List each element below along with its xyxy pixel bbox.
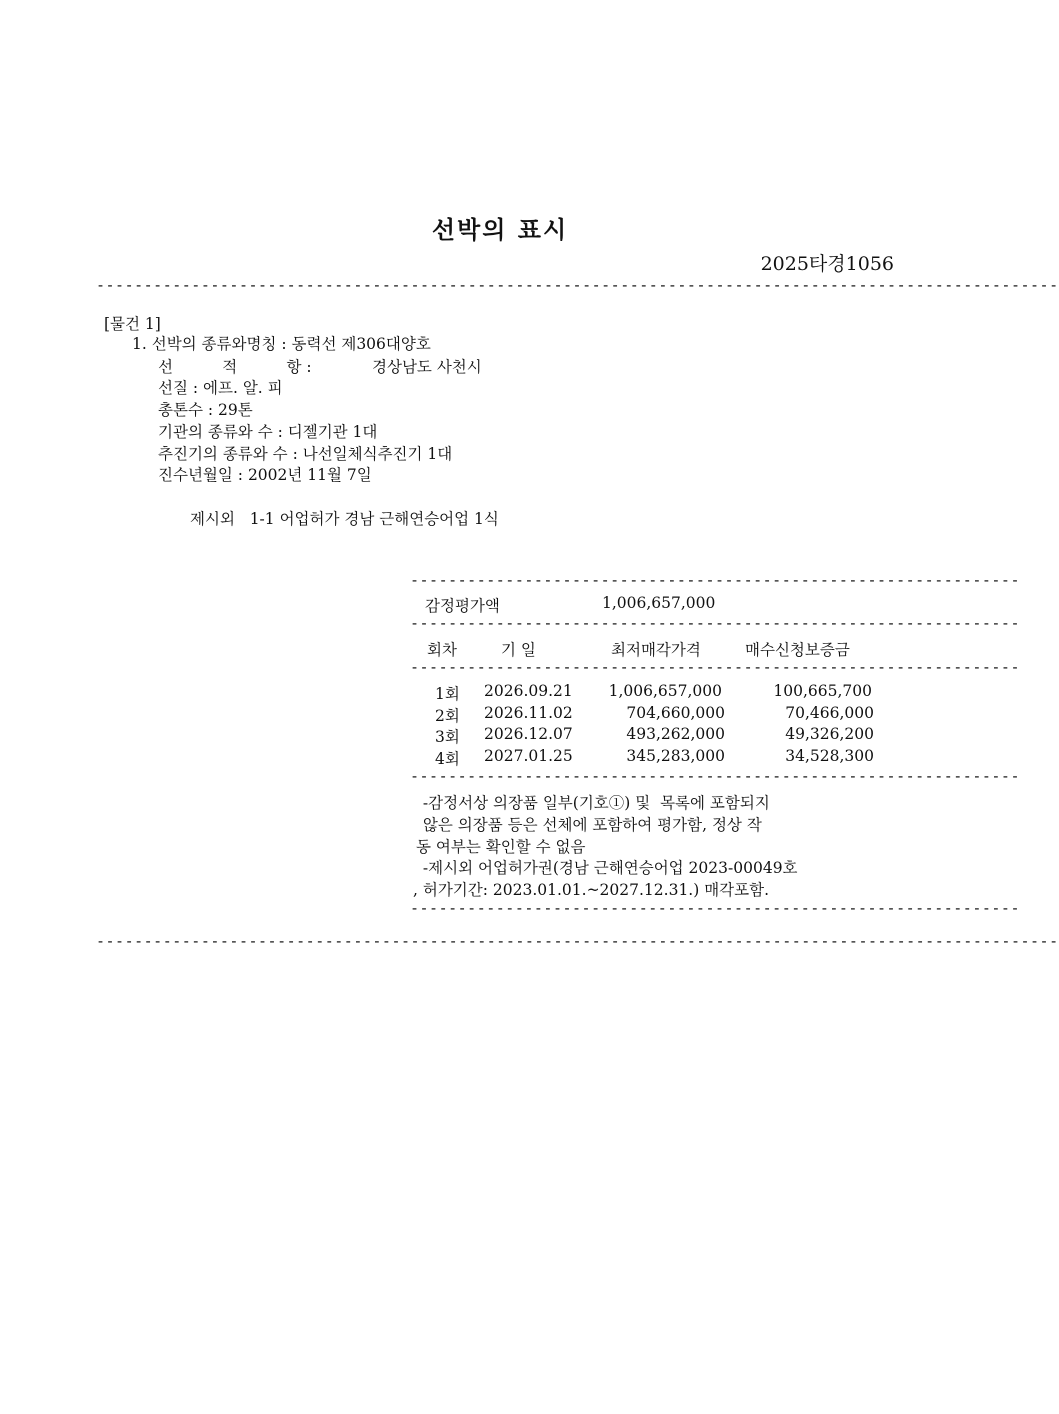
engine-info: 기관의 종류와 수 : 디젤기관 1대 bbox=[158, 423, 378, 441]
table-row-min-price: 493,262,000 bbox=[626, 725, 725, 743]
divider-top: ----------------------------------------------------------------------------------------------------- bbox=[96, 276, 1059, 294]
table-row-min-price: 345,283,000 bbox=[626, 747, 725, 765]
divider-bottom: ----------------------------------------------------------------------------------------------------- bbox=[96, 932, 1059, 950]
table-row-date: 2026.12.07 bbox=[484, 725, 573, 743]
table-row-round: 4회 bbox=[435, 750, 460, 768]
case-number: 2025타경1056 bbox=[760, 253, 894, 275]
page-title: 선박의 표시 bbox=[431, 215, 569, 244]
table-row-min-price: 704,660,000 bbox=[626, 704, 725, 722]
item-label: [물건 1] bbox=[104, 315, 161, 333]
table-row-round: 1회 bbox=[435, 685, 460, 703]
table-row-deposit: 100,665,700 bbox=[773, 682, 872, 700]
appraisal-value: 1,006,657,000 bbox=[602, 594, 716, 612]
note-line: 않은 의장품 등은 선체에 포함하여 평가함, 정상 작 bbox=[418, 816, 762, 834]
propulsion-info: 추진기의 종류와 수 : 나선일체식추진기 1대 bbox=[158, 445, 453, 463]
table-row-round: 2회 bbox=[435, 707, 460, 725]
table-row-date: 2026.11.02 bbox=[484, 704, 573, 722]
note-line: , 허가기간: 2023.01.01.~2027.12.31.) 매각포함. bbox=[413, 881, 770, 899]
gross-tonnage: 총톤수 : 29톤 bbox=[158, 401, 253, 419]
header-deposit: 매수신청보증금 bbox=[745, 641, 850, 659]
table-row-date: 2027.01.25 bbox=[484, 747, 573, 765]
box-divider-1: ---------------------------------------------------------------- bbox=[410, 571, 1020, 589]
table-row-min-price: 1,006,657,000 bbox=[608, 682, 722, 700]
header-date: 기 일 bbox=[501, 641, 536, 659]
note-line: -감정서상 의장품 일부(기호①) 및 목록에 포함되지 bbox=[418, 794, 770, 812]
box-divider-3: ---------------------------------------------------------------- bbox=[410, 658, 1020, 676]
header-round: 회차 bbox=[427, 641, 457, 659]
port-value: 경상남도 사천시 bbox=[372, 358, 482, 376]
port-label: 선 적 항 : bbox=[158, 358, 312, 376]
box-divider-2: ---------------------------------------------------------------- bbox=[410, 614, 1020, 632]
header-min-price: 최저매각가격 bbox=[611, 641, 701, 659]
appraisal-label: 감정평가액 bbox=[425, 597, 500, 615]
table-row-date: 2026.09.21 bbox=[484, 682, 573, 700]
note-line: -제시외 어업허가권(경남 근해연승어업 2023-00049호 bbox=[418, 859, 798, 877]
launch-date: 진수년월일 : 2002년 11월 7일 bbox=[158, 466, 372, 484]
box-divider-5: ---------------------------------------------------------------- bbox=[410, 899, 1020, 917]
note-line: 동 여부는 확인할 수 없음 bbox=[416, 838, 586, 856]
ship-type-name: 1. 선박의 종류와명칭 : 동력선 제306대양호 bbox=[132, 335, 431, 353]
table-row-deposit: 70,466,000 bbox=[785, 704, 874, 722]
hull-material: 선질 : 에프. 알. 피 bbox=[158, 379, 283, 397]
table-row-deposit: 34,528,300 bbox=[785, 747, 874, 765]
table-row-round: 3회 bbox=[435, 728, 460, 746]
box-divider-4: ---------------------------------------------------------------- bbox=[410, 767, 1020, 785]
excluded-items: 제시외 1-1 어업허가 경남 근해연승어업 1식 bbox=[190, 510, 499, 528]
table-row-deposit: 49,326,200 bbox=[785, 725, 874, 743]
